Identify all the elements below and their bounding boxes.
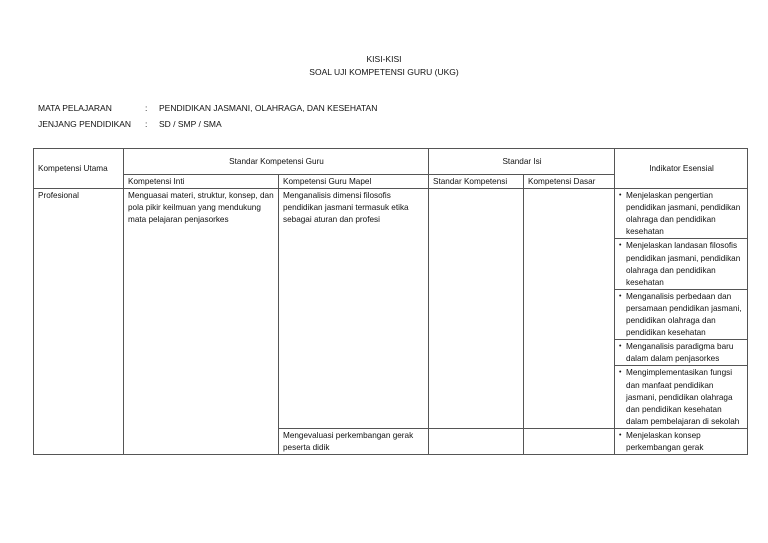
meta-row-level — [38, 118, 222, 131]
indikator-item — [619, 341, 744, 365]
meta-separator: : — [145, 119, 148, 129]
document-title: KISI-KISI — [366, 54, 402, 64]
meta-value-level: SD / SMP / SMA — [159, 119, 222, 129]
indikator-cell — [615, 289, 748, 339]
indikator-item — [619, 291, 744, 339]
subheader-kompetensi-guru-mapel: Kompetensi Guru Mapel — [279, 175, 429, 189]
indikator-text: Menganalisis perbedaan dan persamaan pendidikan jasmani, pendidikan olahraga dan pendidikan kesehatan — [626, 291, 742, 338]
meta-separator: : — [145, 103, 148, 113]
cell-kompetensi-dasar-2 — [524, 428, 615, 454]
subheader-kompetensi-inti: Kompetensi Inti — [124, 175, 279, 189]
indikator-text: Menganalisis paradigma baru dalam dalam penjasorkes — [626, 342, 734, 364]
header-standar-isi: Standar Isi — [429, 149, 615, 175]
indikator-item — [619, 430, 744, 454]
bullet-icon: • — [619, 242, 622, 250]
indikator-text: Menjelaskan konsep perkembangan gerak — [626, 430, 704, 452]
cell-standar-kompetensi — [429, 189, 524, 429]
bullet-icon: • — [619, 192, 622, 200]
bullet-icon: • — [619, 431, 622, 439]
indikator-cell — [615, 189, 748, 239]
indikator-text: Menjelaskan pengertian pendidikan jasmani, pendidikan olahraga dan pendidikan kesehatan — [626, 191, 741, 237]
meta-label-level: JENJANG PENDIDIKAN — [38, 119, 132, 129]
bullet-icon: • — [619, 292, 622, 300]
header-standar-kompetensi-guru: Standar Kompetensi Guru — [124, 149, 429, 175]
meta-label-subject: MATA PELAJARAN — [38, 103, 112, 113]
indikator-cell — [615, 340, 748, 366]
indikator-cell — [615, 239, 748, 289]
cell-kompetensi-dasar — [524, 189, 615, 429]
subheader-standar-kompetensi: Standar Kompetensi — [429, 175, 524, 189]
cell-kompetensi-guru-mapel-2: Mengevaluasi perkembangan gerak peserta didik — [279, 428, 429, 454]
cell-kompetensi-guru-mapel-1: Menganalisis dimensi filosofis pendidikan jasmani termasuk etika sebagai aturan dan profesi — [279, 189, 429, 429]
cell-kompetensi-utama: Profesional — [34, 189, 124, 455]
indikator-item — [619, 367, 744, 427]
indikator-item — [619, 190, 744, 238]
meta-value-subject: PENDIDIKAN JASMANI, OLAHRAGA, DAN KESEHATAN — [159, 103, 378, 113]
indikator-cell — [615, 366, 748, 428]
cell-kompetensi-inti: Menguasai materi, struktur, konsep, dan pola pikir keilmuan yang mendukung mata pelajaran penjasorkes — [124, 189, 279, 455]
document-subtitle: SOAL UJI KOMPETENSI GURU (UKG) — [309, 67, 459, 77]
bullet-icon: • — [619, 369, 622, 377]
indikator-text: Menjelaskan landasan filosofis pendidikan jasmani, pendidikan olahraga dan pendidikan kesehatan — [626, 241, 741, 287]
header-indikator-esensial: Indikator Esensial — [615, 149, 748, 189]
bullet-icon: • — [619, 343, 622, 351]
meta-row-subject — [38, 102, 377, 115]
kisi-kisi-table — [33, 148, 748, 455]
subheader-kompetensi-dasar: Kompetensi Dasar — [524, 175, 615, 189]
header-kompetensi-utama: Kompetensi Utama — [34, 149, 124, 189]
cell-standar-kompetensi-2 — [429, 428, 524, 454]
indikator-cell — [615, 428, 748, 454]
indikator-text: Mengimplementasikan fungsi dan manfaat pendidikan jasmani, pendidikan olahraga dan pendidikan kesehatan dalam pembelajaran di sekolah — [626, 368, 740, 426]
indikator-item — [619, 240, 744, 288]
